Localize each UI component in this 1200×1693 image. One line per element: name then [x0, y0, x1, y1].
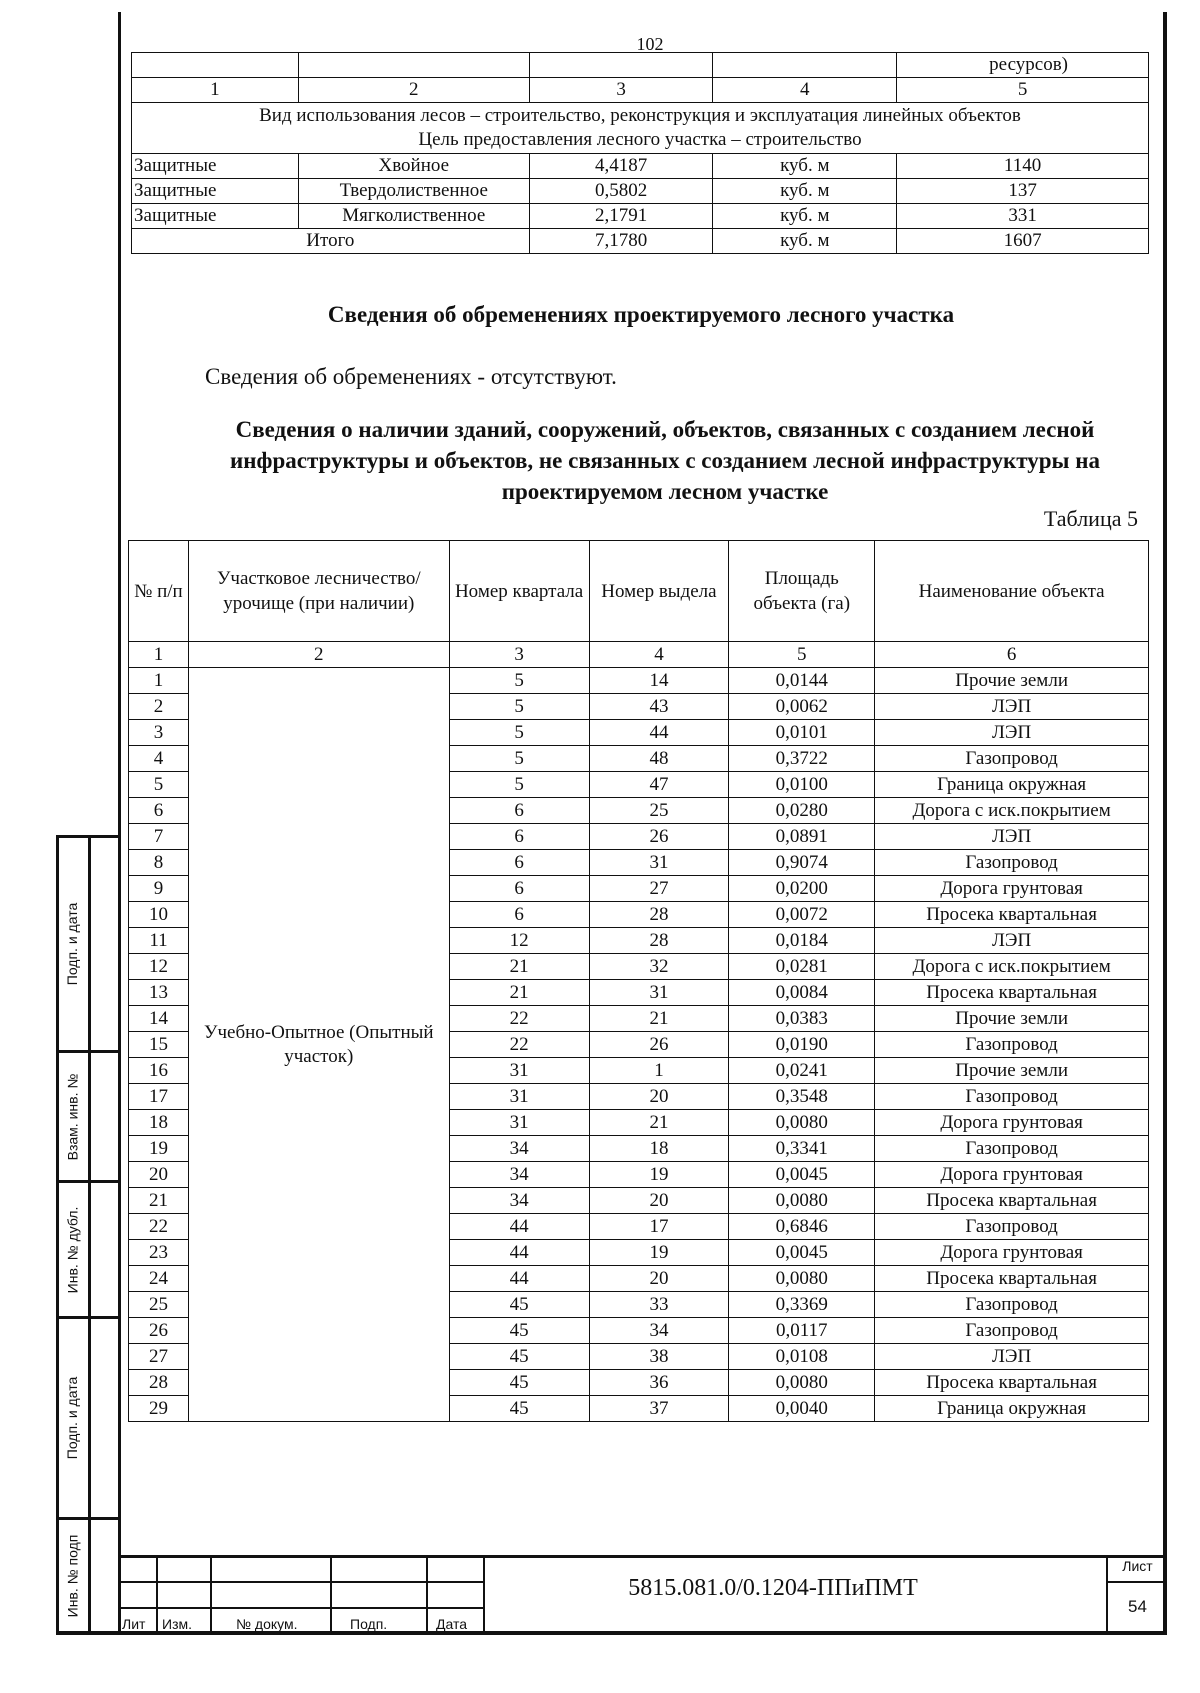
- object-name-cell: Газопровод: [875, 1318, 1149, 1344]
- area-cell: 0,0080: [729, 1188, 875, 1214]
- allotment-cell: 19: [589, 1162, 729, 1188]
- row-number-cell: 2: [129, 694, 189, 720]
- allotment-cell: 26: [589, 1032, 729, 1058]
- quarter-cell: 44: [449, 1214, 589, 1240]
- object-name-cell: Газопровод: [875, 1292, 1149, 1318]
- row-number-cell: 12: [129, 954, 189, 980]
- object-name-cell: Газопровод: [875, 1136, 1149, 1162]
- row-number-cell: 24: [129, 1266, 189, 1292]
- area-cell: 0,0184: [729, 928, 875, 954]
- header-row: [129, 541, 1149, 642]
- quarter-cell: 34: [449, 1162, 589, 1188]
- label-podp: Подп.: [350, 1616, 388, 1632]
- area-cell: 0,0281: [729, 954, 875, 980]
- row-number-cell: 19: [129, 1136, 189, 1162]
- area-cell: 0,3548: [729, 1084, 875, 1110]
- col-number-row: 1 2 3 4 5: [132, 78, 1149, 103]
- row-number-cell: 8: [129, 850, 189, 876]
- allotment-cell: 38: [589, 1344, 729, 1370]
- quarter-cell: 6: [449, 798, 589, 824]
- area-cell: 0,0108: [729, 1344, 875, 1370]
- quarter-cell: 12: [449, 928, 589, 954]
- quarter-cell: 21: [449, 954, 589, 980]
- row-number-cell: 6: [129, 798, 189, 824]
- quarter-cell: 31: [449, 1110, 589, 1136]
- allotment-cell: 26: [589, 824, 729, 850]
- heading-buildings: Сведения о наличии зданий, сооружений, объектов, связанных с созданием лесной инфраструктуры и объектов, не связанных с созданием лесной инфраструктуры на проектируемом лесном участке: [230, 417, 1100, 504]
- header-cell: Номер квартала: [449, 541, 589, 642]
- allotment-cell: 17: [589, 1214, 729, 1240]
- side-stamp-divider: [88, 835, 121, 1631]
- area-cell: 0,0080: [729, 1110, 875, 1136]
- forestry-cell: Учебно-Опытное (Опытный участок): [188, 668, 449, 1422]
- side-label: Инв. № подп: [64, 1534, 81, 1617]
- frame-right-border: [1163, 12, 1167, 1634]
- object-name-cell: ЛЭП: [875, 824, 1149, 850]
- area-cell: 0,0280: [729, 798, 875, 824]
- allotment-cell: 28: [589, 902, 729, 928]
- allotment-cell: 33: [589, 1292, 729, 1318]
- object-name-cell: Прочие земли: [875, 1006, 1149, 1032]
- table-row: Защитные Твердолиственное 0,5802 куб. м 137: [132, 179, 1149, 204]
- object-name-cell: Дорога грунтовая: [875, 876, 1149, 902]
- object-name-cell: Просека квартальная: [875, 1188, 1149, 1214]
- area-cell: 0,0045: [729, 1162, 875, 1188]
- area-cell: 0,0190: [729, 1032, 875, 1058]
- side-label: Подп. и дата: [64, 902, 80, 986]
- area-cell: 0,0241: [729, 1058, 875, 1084]
- object-name-cell: Прочие земли: [875, 1058, 1149, 1084]
- row-number-cell: 26: [129, 1318, 189, 1344]
- quarter-cell: 34: [449, 1136, 589, 1162]
- quarter-cell: 5: [449, 746, 589, 772]
- sheet-number: 54: [1128, 1597, 1147, 1616]
- label-data: Дата: [436, 1616, 468, 1632]
- object-name-cell: Дорога грунтовая: [875, 1110, 1149, 1136]
- area-cell: 0,0891: [729, 824, 875, 850]
- heading-encumbrances: Сведения об обременениях проектируемого лесного участка: [327, 302, 955, 327]
- allotment-cell: 44: [589, 720, 729, 746]
- sheet-label: Лист: [1122, 1558, 1153, 1574]
- area-cell: 0,0080: [729, 1370, 875, 1396]
- row-number-cell: 3: [129, 720, 189, 746]
- object-name-cell: Просека квартальная: [875, 1266, 1149, 1292]
- object-name-cell: Просека квартальная: [875, 902, 1149, 928]
- object-name-cell: Дорога грунтовая: [875, 1240, 1149, 1266]
- area-cell: 0,0101: [729, 720, 875, 746]
- object-name-cell: Газопровод: [875, 1032, 1149, 1058]
- area-cell: 0,6846: [729, 1214, 875, 1240]
- area-cell: 0,0062: [729, 694, 875, 720]
- table-row: [132, 53, 1149, 78]
- row-number-cell: 10: [129, 902, 189, 928]
- allotment-cell: 20: [589, 1266, 729, 1292]
- label-doc-no: № докум.: [236, 1616, 298, 1632]
- quarter-cell: 5: [449, 694, 589, 720]
- header-cont-cell: ресурсов): [897, 53, 1149, 78]
- label-izm: Изм.: [162, 1616, 192, 1632]
- area-cell: 0,3722: [729, 746, 875, 772]
- label-lit: Лит: [122, 1616, 146, 1632]
- row-number-cell: 21: [129, 1188, 189, 1214]
- object-name-cell: ЛЭП: [875, 1344, 1149, 1370]
- quarter-cell: 6: [449, 850, 589, 876]
- page-number: 102: [636, 34, 664, 54]
- row-number-cell: 18: [129, 1110, 189, 1136]
- table-row: Защитные Мягколиственное 2,1791 куб. м 331: [132, 204, 1149, 229]
- object-name-cell: Газопровод: [875, 746, 1149, 772]
- document-code: 5815.081.0/0.1204-ППиПМТ: [628, 1575, 918, 1601]
- object-name-cell: Газопровод: [875, 1084, 1149, 1110]
- quarter-cell: 45: [449, 1370, 589, 1396]
- quarter-cell: 45: [449, 1396, 589, 1422]
- allotment-cell: 34: [589, 1318, 729, 1344]
- object-name-cell: Просека квартальная: [875, 1370, 1149, 1396]
- side-label: Взам. инв. №: [64, 1073, 81, 1160]
- quarter-cell: 44: [449, 1266, 589, 1292]
- header-cell: Участковое лесничество/ урочище (при наличии): [188, 541, 449, 642]
- allotment-cell: 19: [589, 1240, 729, 1266]
- quarter-cell: 34: [449, 1188, 589, 1214]
- object-name-cell: Граница окружная: [875, 1396, 1149, 1422]
- section-usage: Вид использования лесов – строительство, реконструкция и эксплуатация линейных объектов: [259, 105, 1021, 126]
- row-number-cell: 22: [129, 1214, 189, 1240]
- object-name-cell: Дорога с иск.покрытием: [875, 798, 1149, 824]
- allotment-cell: 31: [589, 850, 729, 876]
- allotment-cell: 1: [589, 1058, 729, 1084]
- area-cell: 0,0100: [729, 772, 875, 798]
- quarter-cell: 45: [449, 1292, 589, 1318]
- area-cell: 0,3341: [729, 1136, 875, 1162]
- allotment-cell: 36: [589, 1370, 729, 1396]
- object-name-cell: ЛЭП: [875, 928, 1149, 954]
- objects-table: [128, 540, 1149, 1422]
- row-number-cell: 23: [129, 1240, 189, 1266]
- row-number-cell: 17: [129, 1084, 189, 1110]
- resource-table: [131, 52, 1149, 254]
- total-row: Итого 7,1780 куб. м 1607: [132, 229, 1149, 254]
- quarter-cell: 6: [449, 824, 589, 850]
- allotment-cell: 27: [589, 876, 729, 902]
- row-number-cell: 15: [129, 1032, 189, 1058]
- object-name-cell: Газопровод: [875, 850, 1149, 876]
- header-cell: Наименование объекта: [875, 541, 1149, 642]
- quarter-cell: 6: [449, 876, 589, 902]
- row-number-cell: 25: [129, 1292, 189, 1318]
- header-cell: Номер выдела: [589, 541, 729, 642]
- row-number-cell: 13: [129, 980, 189, 1006]
- allotment-cell: 14: [589, 668, 729, 694]
- quarter-cell: 22: [449, 1032, 589, 1058]
- objects-table-body: [129, 668, 1149, 1422]
- area-cell: 0,0080: [729, 1266, 875, 1292]
- allotment-cell: 47: [589, 772, 729, 798]
- row-number-cell: 28: [129, 1370, 189, 1396]
- quarter-cell: 5: [449, 772, 589, 798]
- row-number-cell: 9: [129, 876, 189, 902]
- allotment-cell: 21: [589, 1006, 729, 1032]
- area-cell: 0,0040: [729, 1396, 875, 1422]
- object-name-cell: Газопровод: [875, 1214, 1149, 1240]
- object-name-cell: Просека квартальная: [875, 980, 1149, 1006]
- allotment-cell: 18: [589, 1136, 729, 1162]
- allotment-cell: 20: [589, 1188, 729, 1214]
- row-number-cell: 29: [129, 1396, 189, 1422]
- allotment-cell: 20: [589, 1084, 729, 1110]
- row-number-cell: 14: [129, 1006, 189, 1032]
- row-number-cell: 16: [129, 1058, 189, 1084]
- section-row: [132, 103, 1149, 154]
- object-name-cell: Дорога грунтовая: [875, 1162, 1149, 1188]
- quarter-cell: 45: [449, 1344, 589, 1370]
- row-number-cell: 20: [129, 1162, 189, 1188]
- table-row: Защитные Хвойное 4,4187 куб. м 1140: [132, 154, 1149, 179]
- area-cell: 0,0045: [729, 1240, 875, 1266]
- row-number-cell: 5: [129, 772, 189, 798]
- quarter-cell: 6: [449, 902, 589, 928]
- allotment-cell: 48: [589, 746, 729, 772]
- quarter-cell: 31: [449, 1084, 589, 1110]
- area-cell: 0,0383: [729, 1006, 875, 1032]
- row-number-cell: 1: [129, 668, 189, 694]
- text-encumbrances: Сведения об обременениях - отсутствуют.: [205, 364, 617, 389]
- allotment-cell: 37: [589, 1396, 729, 1422]
- object-name-cell: ЛЭП: [875, 694, 1149, 720]
- area-cell: 0,0144: [729, 668, 875, 694]
- object-name-cell: Дорога с иск.покрытием: [875, 954, 1149, 980]
- row-number-cell: 4: [129, 746, 189, 772]
- row-number-cell: 11: [129, 928, 189, 954]
- quarter-cell: 5: [449, 668, 589, 694]
- area-cell: 0,0200: [729, 876, 875, 902]
- table-label: Таблица 5: [1043, 506, 1138, 531]
- title-block: [118, 1555, 1167, 1633]
- area-cell: 0,3369: [729, 1292, 875, 1318]
- table-row: [129, 668, 1149, 694]
- quarter-cell: 45: [449, 1318, 589, 1344]
- side-label: Подп. и дата: [64, 1376, 80, 1460]
- row-number-cell: 7: [129, 824, 189, 850]
- object-name-cell: Прочие земли: [875, 668, 1149, 694]
- header-cell: № п/п: [129, 541, 189, 642]
- col-number-row: 1 2 3 4 5 6: [129, 642, 1149, 668]
- object-name-cell: ЛЭП: [875, 720, 1149, 746]
- allotment-cell: 31: [589, 980, 729, 1006]
- allotment-cell: 25: [589, 798, 729, 824]
- area-cell: 0,0072: [729, 902, 875, 928]
- quarter-cell: 21: [449, 980, 589, 1006]
- quarter-cell: 5: [449, 720, 589, 746]
- object-name-cell: Граница окружная: [875, 772, 1149, 798]
- area-cell: 0,9074: [729, 850, 875, 876]
- side-label: Инв. № дубл.: [64, 1206, 81, 1293]
- area-cell: 0,0084: [729, 980, 875, 1006]
- row-number-cell: 27: [129, 1344, 189, 1370]
- allotment-cell: 28: [589, 928, 729, 954]
- allotment-cell: 43: [589, 694, 729, 720]
- area-cell: 0,0117: [729, 1318, 875, 1344]
- allotment-cell: 32: [589, 954, 729, 980]
- header-cell: Площадь объекта (га): [729, 541, 875, 642]
- allotment-cell: 21: [589, 1110, 729, 1136]
- quarter-cell: 31: [449, 1058, 589, 1084]
- quarter-cell: 44: [449, 1240, 589, 1266]
- quarter-cell: 22: [449, 1006, 589, 1032]
- section-purpose: Цель предоставления лесного участка – строительство: [418, 129, 862, 150]
